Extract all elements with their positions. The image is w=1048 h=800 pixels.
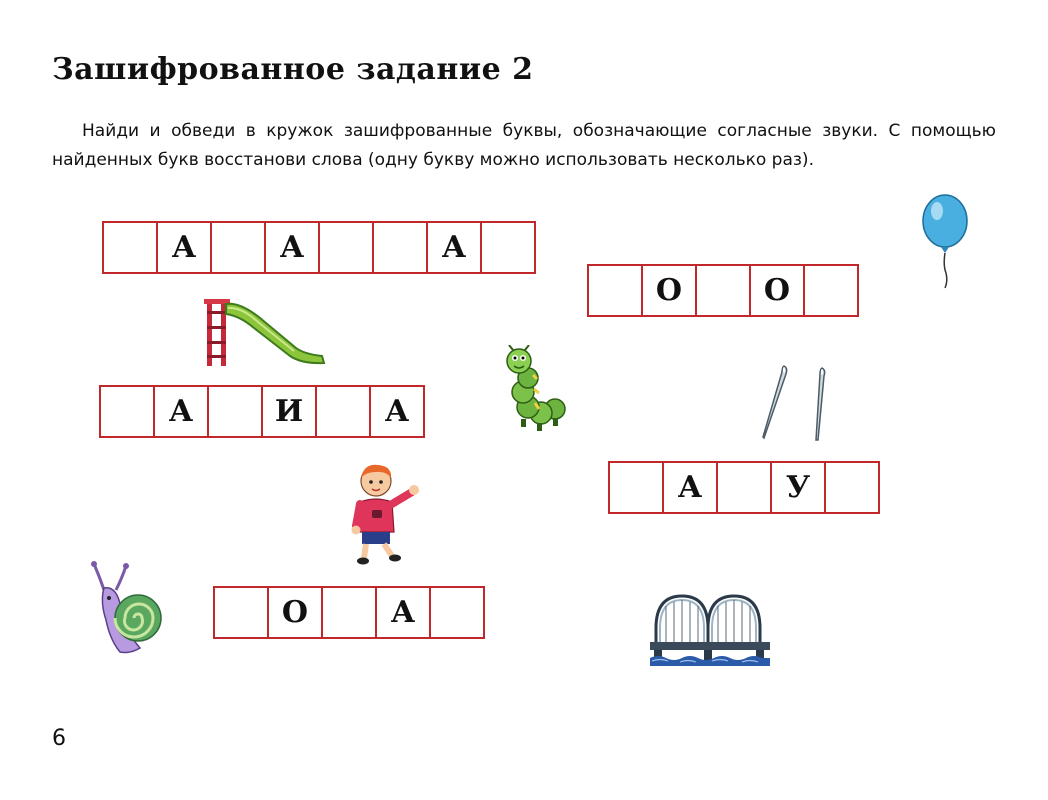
word-puzzle-1	[102, 221, 536, 274]
letter-cell[interactable]: А	[384, 394, 410, 429]
word-puzzle-3	[99, 385, 425, 438]
letter-cell[interactable]	[374, 223, 428, 272]
letter-cell[interactable]: У	[772, 463, 826, 512]
page-number: 6	[52, 726, 66, 751]
letter-cell[interactable]	[320, 223, 374, 272]
letter-cell[interactable]	[718, 463, 772, 512]
letter-cell[interactable]	[805, 266, 857, 315]
caterpillar-picture	[501, 345, 571, 433]
letter-cell[interactable]	[697, 266, 751, 315]
balloon-picture	[919, 193, 971, 289]
bridge-picture	[650, 592, 770, 668]
word-puzzle-5	[213, 586, 485, 639]
page-title: Зашифрованное задание 2	[52, 52, 534, 87]
letter-cell[interactable]	[104, 223, 158, 272]
slide-picture	[200, 296, 328, 370]
letter-cell[interactable]: О	[643, 266, 697, 315]
letter-cell[interactable]	[209, 387, 263, 436]
letter-cell[interactable]	[610, 463, 664, 512]
letter-cell[interactable]: А	[266, 223, 320, 272]
letter-cell[interactable]	[589, 266, 643, 315]
letter-cell[interactable]: А	[155, 387, 209, 436]
letter-cell[interactable]	[826, 463, 878, 512]
letter-cell[interactable]: А	[158, 223, 212, 272]
letter-cell[interactable]: О	[269, 588, 323, 637]
task-instructions: Найди и обведи в кружок зашифрованные буквы, обозначающие согласные звуки. С помощью найденных букв восстанови слова (одну букву можно использовать несколько раз).	[52, 121, 996, 170]
letter-cell[interactable]	[323, 588, 377, 637]
letter-cell[interactable]	[317, 387, 371, 436]
letter-cell[interactable]: А	[664, 463, 718, 512]
letter-cell[interactable]	[431, 588, 483, 637]
word-puzzle-2	[587, 264, 859, 317]
letter-cell[interactable]	[482, 223, 534, 272]
letter-cell[interactable]: И	[263, 387, 317, 436]
letter-cell[interactable]: А	[428, 223, 482, 272]
letter-cell[interactable]	[101, 387, 155, 436]
letter-cell[interactable]: О	[751, 266, 805, 315]
letter-cell[interactable]	[212, 223, 266, 272]
needles-picture	[760, 364, 830, 444]
word-puzzle-4	[608, 461, 880, 514]
letter-cell[interactable]: А	[377, 588, 431, 637]
snail-picture	[90, 560, 166, 658]
boy-picture	[350, 462, 422, 566]
letter-cell[interactable]	[215, 588, 269, 637]
